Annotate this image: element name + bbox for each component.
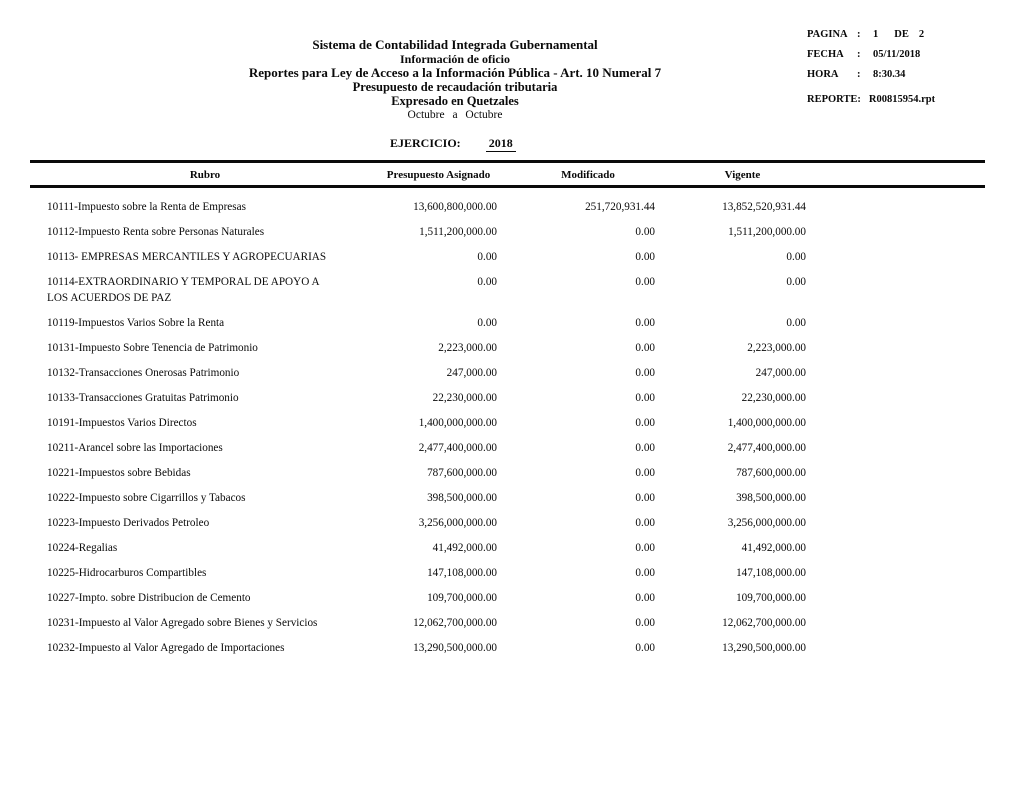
cell-rubro: 10227-Impto. sobre Distribucion de Cemento	[47, 591, 251, 604]
table-row	[30, 560, 985, 585]
table-row	[30, 435, 985, 460]
table-row	[30, 585, 985, 610]
ejercicio-line	[390, 136, 516, 151]
cell-vigente: 12,062,700,000.00	[722, 616, 806, 629]
cell-vigente: 398,500,000.00	[736, 491, 806, 504]
cell-modificado: 0.00	[635, 516, 655, 529]
table-row	[30, 535, 985, 560]
hora-value: 8:30.34	[873, 69, 906, 80]
cell-vigente: 147,108,000.00	[736, 566, 806, 579]
column-header-rubro: Rubro	[189, 169, 221, 181]
cell-rubro: 10114-EXTRAORDINARIO Y TEMPORAL DE APOYO A LOS ACUERDOS DE PAZ	[47, 275, 319, 304]
cell-vigente: 109,700,000.00	[736, 591, 806, 604]
column-header-vigente: Vigente	[724, 169, 761, 181]
cell-modificado: 0.00	[635, 316, 655, 329]
cell-modificado: 0.00	[635, 341, 655, 354]
cell-vigente: 0.00	[786, 250, 806, 263]
cell-presupuesto-asignado: 0.00	[477, 250, 497, 263]
report-subtitle-presupuesto: Presupuesto de recaudación tributaria	[352, 80, 558, 94]
table-row	[30, 510, 985, 535]
row-filler	[806, 560, 985, 585]
cell-vigente: 0.00	[786, 316, 806, 329]
row-filler	[806, 460, 985, 485]
row-filler	[806, 194, 985, 219]
cell-presupuesto-asignado: 12,062,700,000.00	[413, 616, 497, 629]
cell-modificado: 0.00	[635, 491, 655, 504]
cell-rubro: 10191-Impuestos Varios Directos	[47, 416, 197, 429]
budget-table	[30, 160, 985, 660]
table-row	[30, 269, 985, 310]
cell-vigente: 1,400,000,000.00	[727, 416, 806, 429]
cell-modificado: 0.00	[635, 391, 655, 404]
cell-vigente: 13,852,520,931.44	[722, 200, 806, 213]
cell-rubro: 10131-Impuesto Sobre Tenencia de Patrimonio	[47, 341, 258, 354]
row-filler	[806, 244, 985, 269]
table-row	[30, 410, 985, 435]
cell-modificado: 0.00	[635, 441, 655, 454]
cell-rubro: 10113- EMPRESAS MERCANTILES Y AGROPECUARIAS	[47, 250, 327, 263]
de-label: DE	[894, 29, 909, 40]
cell-modificado: 0.00	[635, 366, 655, 379]
cell-rubro: 10132-Transacciones Onerosas Patrimonio	[47, 366, 240, 379]
hora-label: HORA	[807, 69, 839, 80]
hora-colon: :	[857, 69, 861, 80]
table-row	[30, 335, 985, 360]
row-filler	[806, 410, 985, 435]
column-header-filler	[806, 163, 985, 185]
row-filler	[806, 269, 985, 310]
cell-modificado: 0.00	[635, 566, 655, 579]
cell-presupuesto-asignado: 3,256,000,000.00	[418, 516, 497, 529]
cell-vigente: 787,600,000.00	[736, 466, 806, 479]
ejercicio-value: 2018	[486, 136, 516, 152]
row-filler	[806, 585, 985, 610]
cell-rubro: 10225-Hidrocarburos Compartibles	[47, 566, 207, 579]
table-row	[30, 485, 985, 510]
row-filler	[806, 310, 985, 335]
cell-presupuesto-asignado: 109,700,000.00	[427, 591, 497, 604]
meta-reporte-row	[807, 93, 935, 106]
report-title-block	[130, 38, 780, 122]
pagina-colon: :	[857, 29, 861, 40]
fecha-value: 05/11/2018	[873, 49, 921, 60]
table-row	[30, 194, 985, 219]
cell-vigente: 2,477,400,000.00	[727, 441, 806, 454]
pagina-value: 1	[873, 29, 879, 40]
cell-vigente: 2,223,000.00	[747, 341, 806, 354]
row-filler	[806, 610, 985, 635]
meta-fecha-row	[807, 48, 935, 61]
cell-rubro: 10231-Impuesto al Valor Agregado sobre Bienes y Servicios	[47, 616, 318, 629]
cell-presupuesto-asignado: 13,600,800,000.00	[413, 200, 497, 213]
cell-vigente: 41,492,000.00	[741, 541, 806, 554]
table-body	[30, 188, 985, 660]
cell-vigente: 13,290,500,000.00	[722, 641, 806, 654]
meta-hora-row	[807, 68, 935, 81]
cell-vigente: 0.00	[786, 275, 806, 288]
cell-modificado: 0.00	[635, 275, 655, 288]
table-row	[30, 360, 985, 385]
fecha-colon: :	[857, 49, 861, 60]
cell-modificado: 0.00	[635, 591, 655, 604]
row-filler	[806, 535, 985, 560]
cell-vigente: 3,256,000,000.00	[727, 516, 806, 529]
cell-rubro: 10221-Impuestos sobre Bebidas	[47, 466, 191, 479]
row-filler	[806, 435, 985, 460]
report-subtitle-oficio: Información de oficio	[400, 52, 510, 66]
de-value: 2	[918, 29, 925, 40]
reporte-label: REPORTE:	[807, 94, 861, 105]
report-period: Octubre a Octubre	[407, 109, 503, 121]
cell-rubro: 10224-Regalias	[47, 541, 118, 554]
cell-presupuesto-asignado: 13,290,500,000.00	[413, 641, 497, 654]
report-meta	[807, 28, 935, 113]
cell-rubro: 10119-Impuestos Varios Sobre la Renta	[47, 316, 225, 329]
cell-presupuesto-asignado: 0.00	[477, 275, 497, 288]
cell-modificado: 0.00	[635, 416, 655, 429]
cell-rubro: 10232-Impuesto al Valor Agregado de Importaciones	[47, 641, 285, 654]
ejercicio-label: EJERCICIO:	[390, 136, 461, 150]
pagina-label: PAGINA	[807, 29, 848, 40]
table-row	[30, 610, 985, 635]
report-subtitle-quetzales: Expresado en Quetzales	[391, 94, 519, 108]
table-row	[30, 385, 985, 410]
cell-rubro: 10211-Arancel sobre las Importaciones	[47, 441, 223, 454]
cell-rubro: 10223-Impuesto Derivados Petroleo	[47, 516, 210, 529]
cell-presupuesto-asignado: 147,108,000.00	[427, 566, 497, 579]
cell-presupuesto-asignado: 22,230,000.00	[432, 391, 497, 404]
cell-modificado: 0.00	[635, 541, 655, 554]
cell-modificado: 251,720,931.44	[585, 200, 655, 213]
table-row	[30, 219, 985, 244]
cell-presupuesto-asignado: 787,600,000.00	[427, 466, 497, 479]
cell-presupuesto-asignado: 1,511,200,000.00	[419, 225, 497, 238]
cell-rubro: 10222-Impuesto sobre Cigarrillos y Tabacos	[47, 491, 246, 504]
table-row	[30, 244, 985, 269]
cell-presupuesto-asignado: 398,500,000.00	[427, 491, 497, 504]
cell-modificado: 0.00	[635, 466, 655, 479]
table-header-row	[30, 163, 985, 185]
table-row	[30, 460, 985, 485]
cell-presupuesto-asignado: 247,000.00	[446, 366, 497, 379]
cell-modificado: 0.00	[635, 616, 655, 629]
cell-presupuesto-asignado: 2,223,000.00	[438, 341, 497, 354]
report-system-title: Sistema de Contabilidad Integrada Gubernamental	[312, 37, 598, 52]
cell-vigente: 1,511,200,000.00	[728, 225, 806, 238]
table-row	[30, 635, 985, 660]
cell-vigente: 247,000.00	[755, 366, 806, 379]
row-filler	[806, 335, 985, 360]
cell-modificado: 0.00	[635, 250, 655, 263]
cell-presupuesto-asignado: 2,477,400,000.00	[418, 441, 497, 454]
table-row	[30, 310, 985, 335]
meta-pagina-row	[807, 28, 935, 41]
column-header-asignado: Presupuesto Asignado	[386, 169, 491, 181]
row-filler	[806, 510, 985, 535]
cell-modificado: 0.00	[635, 225, 655, 238]
cell-presupuesto-asignado: 41,492,000.00	[432, 541, 497, 554]
cell-presupuesto-asignado: 1,400,000,000.00	[418, 416, 497, 429]
row-filler	[806, 485, 985, 510]
cell-presupuesto-asignado: 0.00	[477, 316, 497, 329]
reporte-value: R00815954.rpt	[868, 94, 936, 105]
cell-rubro: 10133-Transacciones Gratuitas Patrimonio	[47, 391, 239, 404]
row-filler	[806, 635, 985, 660]
row-filler	[806, 385, 985, 410]
column-header-modificado: Modificado	[561, 169, 615, 181]
fecha-label: FECHA	[807, 49, 844, 60]
cell-modificado: 0.00	[635, 641, 655, 654]
report-subtitle-ley: Reportes para Ley de Acceso a la Información Pública - Art. 10 Numeral 7	[248, 65, 662, 80]
row-filler	[806, 360, 985, 385]
cell-rubro: 10111-Impuesto sobre la Renta de Empresas	[47, 200, 246, 213]
cell-rubro: 10112-Impuesto Renta sobre Personas Naturales	[47, 225, 265, 238]
cell-vigente: 22,230,000.00	[741, 391, 806, 404]
row-filler	[806, 219, 985, 244]
